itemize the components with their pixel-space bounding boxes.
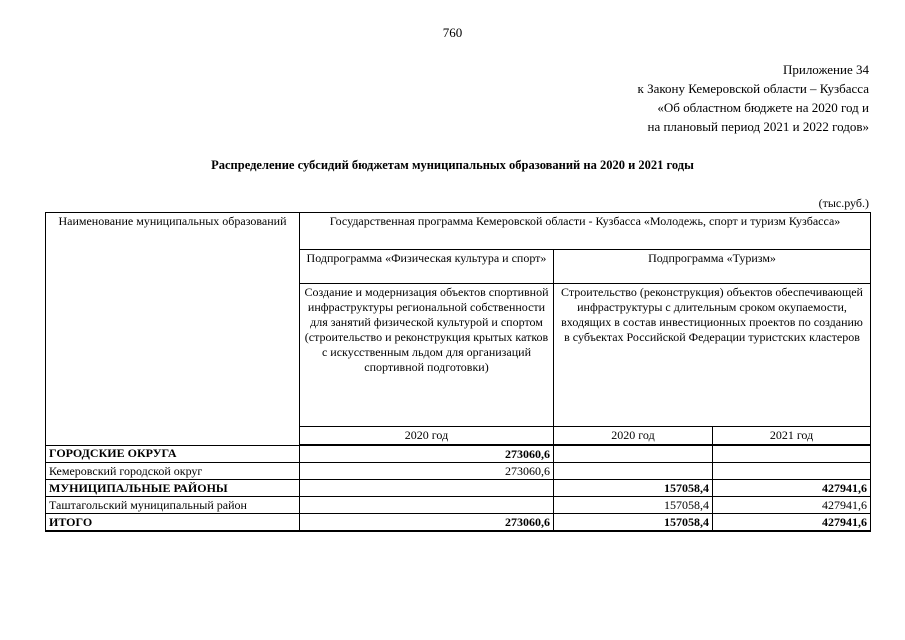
table-row xyxy=(46,497,871,514)
row-sport-2020: 273060,6 xyxy=(300,514,554,532)
row-sport-2020: 273060,6 xyxy=(300,445,554,463)
table-row-total xyxy=(46,514,871,532)
name-column-header: Наименование муниципальных образований xyxy=(46,213,300,446)
subprogram-tourism-header: Подпрограмма «Туризм» xyxy=(554,250,871,284)
row-tourism-2021: 427941,6 xyxy=(713,514,871,532)
table-row xyxy=(46,480,871,497)
page-number: 760 xyxy=(442,25,463,40)
appendix-block xyxy=(638,60,870,136)
appendix-line: на плановый период 2021 и 2022 годов» xyxy=(647,119,869,134)
row-name: ГОРОДСКИЕ ОКРУГА xyxy=(46,445,300,463)
table-row xyxy=(46,463,871,480)
row-tourism-2021: 427941,6 xyxy=(713,480,871,497)
row-tourism-2020 xyxy=(554,445,713,463)
document-title: Распределение субсидий бюджетам муниципальных образований на 2020 и 2021 годы xyxy=(211,158,694,172)
row-tourism-2020: 157058,4 xyxy=(554,514,713,532)
row-tourism-2020: 157058,4 xyxy=(554,497,713,514)
table-row xyxy=(46,445,871,463)
row-name: МУНИЦИПАЛЬНЫЕ РАЙОНЫ xyxy=(46,480,300,497)
subsidies-table xyxy=(45,212,871,532)
measure-tourism-header: Строительство (реконструкция) объектов обеспечивающей инфраструктуры с длительным сроком окупаемости, входящих в состав инвестиционных проектов по созданию в субъектах Российской Федерации туристских кластеров xyxy=(554,284,871,427)
appendix-line: «Об областном бюджете на 2020 год и xyxy=(657,100,869,115)
subprogram-sport-header: Подпрограмма «Физическая культура и спорт» xyxy=(300,250,554,284)
year-header-tourism-2021: 2021 год xyxy=(713,427,871,446)
row-tourism-2021: 427941,6 xyxy=(713,497,871,514)
row-tourism-2020: 157058,4 xyxy=(554,480,713,497)
row-sport-2020 xyxy=(300,480,554,497)
row-name: ИТОГО xyxy=(46,514,300,532)
appendix-line: к Закону Кемеровской области – Кузбасса xyxy=(637,81,869,96)
units-label: (тыс.руб.) xyxy=(818,196,869,210)
row-tourism-2021 xyxy=(713,463,871,480)
row-sport-2020 xyxy=(300,497,554,514)
year-header-tourism-2020: 2020 год xyxy=(554,427,713,446)
row-name: Кемеровский городской округ xyxy=(46,463,300,480)
row-tourism-2020 xyxy=(554,463,713,480)
measure-sport-header: Создание и модернизация объектов спортивной инфраструктуры региональной собственности для занятий физической культурой и спортом (строительство и реконструкция крытых катков с искусственным льдом для организаций спортивной подготовки) xyxy=(300,284,554,427)
row-name: Таштагольский муниципальный район xyxy=(46,497,300,514)
appendix-line: Приложение 34 xyxy=(782,62,869,77)
row-sport-2020: 273060,6 xyxy=(300,463,554,480)
program-header: Государственная программа Кемеровской области - Кузбасса «Молодежь, спорт и туризм Кузбасса» xyxy=(300,213,871,250)
row-tourism-2021 xyxy=(713,445,871,463)
year-header-sport-2020: 2020 год xyxy=(300,427,554,446)
